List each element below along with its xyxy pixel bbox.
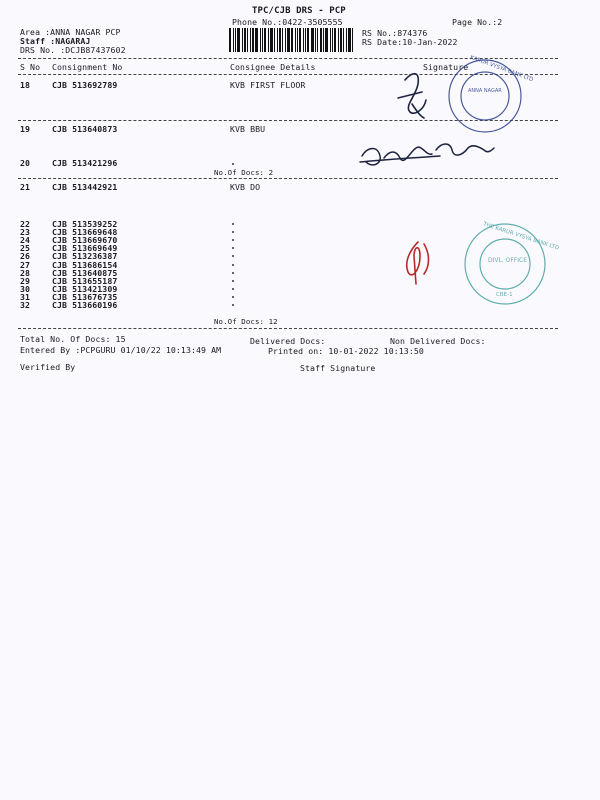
drs-number: DRS No. :DCJB87437602	[20, 45, 126, 55]
verified-by: Verified By	[20, 362, 76, 372]
non-delivered-docs: Non Delivered Docs:	[390, 336, 486, 346]
area-label: Area :ANNA NAGAR PCP	[20, 27, 121, 37]
row-sno: 29	[20, 275, 31, 286]
row-consignment: CJB 513640875	[52, 267, 118, 278]
row-sno: 24	[20, 235, 31, 246]
stamp2-ring: THE KARUR VYSYA BANK LTD	[482, 221, 560, 252]
printed-on: Printed on: 10-01-2022 10:13:50	[268, 346, 424, 356]
row-consignment: CJB 513669670	[52, 235, 118, 246]
row-sno: 26	[20, 251, 31, 262]
row-sno: 32	[20, 300, 31, 310]
row-consignment: CJB 513686154	[52, 259, 118, 270]
phone-number: Phone No.:0422-3505555	[232, 17, 343, 27]
row-consignment: CJB 513236387	[52, 251, 118, 262]
delivered-docs: Delivered Docs:	[250, 336, 326, 346]
row-sno: 25	[20, 243, 31, 254]
col-header-signature: Signature	[423, 62, 469, 72]
bank-stamp-2	[465, 221, 560, 304]
signature-1	[398, 74, 426, 118]
row-sno: 30	[20, 283, 31, 294]
rs-date: RS Date:10-Jan-2022	[362, 37, 458, 47]
entered-by: Entered By :PCPGURU 01/10/22 10:13:49 AM	[20, 345, 222, 355]
bank-stamp-1	[449, 55, 534, 132]
stamp2-bottom: CBE-1	[496, 292, 513, 298]
docs-count: No.Of Docs: 2	[214, 168, 274, 177]
col-header-consignee: Consignee Details	[230, 62, 316, 72]
row-sno: 19	[20, 124, 31, 134]
row-sno: 23	[20, 227, 31, 238]
staff-signature: Staff Signature	[300, 363, 376, 373]
row-sno: 31	[20, 291, 31, 302]
row-sno: 28	[20, 267, 31, 278]
row-sno: 18	[20, 80, 31, 90]
row-consignment: CJB 513421296	[52, 158, 118, 168]
row-consignment: CJB 513442921	[52, 182, 118, 192]
row-consignment: CJB 513669648	[52, 227, 118, 238]
col-header-consignment: Consignment No	[52, 62, 123, 72]
red-initials	[407, 242, 429, 284]
row-sno: 27	[20, 259, 31, 270]
row-consignment: CJB 513655187	[52, 275, 118, 286]
stamp1-ring: KARUR VYSYA BANK LTD	[469, 54, 534, 84]
row-consignee: KVB DO	[230, 182, 261, 192]
stamp2-inner: DIVL. OFFICE	[488, 257, 528, 264]
stamp1-inner: ANNA NAGAR	[468, 88, 502, 94]
row-sno: 22	[20, 219, 31, 229]
row-consignment: CJB 513660196	[52, 300, 118, 310]
row-sno: 20	[20, 158, 31, 168]
row-consignment: CJB 513421309	[52, 283, 118, 294]
col-header-sno: S No	[20, 62, 41, 72]
row-consignment: CJB 513669649	[52, 243, 118, 254]
row-consignee: KVB BBU	[230, 124, 266, 134]
rs-number: RS No.:874376	[362, 28, 428, 38]
row-consignment: CJB 513692789	[52, 80, 118, 90]
staff-label: Staff :NAGARAJ	[20, 36, 91, 46]
row-consignment: CJB 513539252	[52, 219, 118, 229]
row-sno: 21	[20, 182, 31, 192]
total-docs: Total No. Of Docs: 15	[20, 334, 126, 344]
row-consignee: KVB FIRST FLOOR	[230, 80, 306, 90]
row-consignment: CJB 513676735	[52, 291, 118, 302]
document-title: TPC/CJB DRS - PCP	[252, 6, 346, 16]
page-number: Page No.:2	[452, 17, 503, 27]
signature-2	[360, 144, 494, 165]
docs-count: No.Of Docs: 12	[214, 317, 278, 326]
row-consignment: CJB 513640873	[52, 124, 118, 134]
